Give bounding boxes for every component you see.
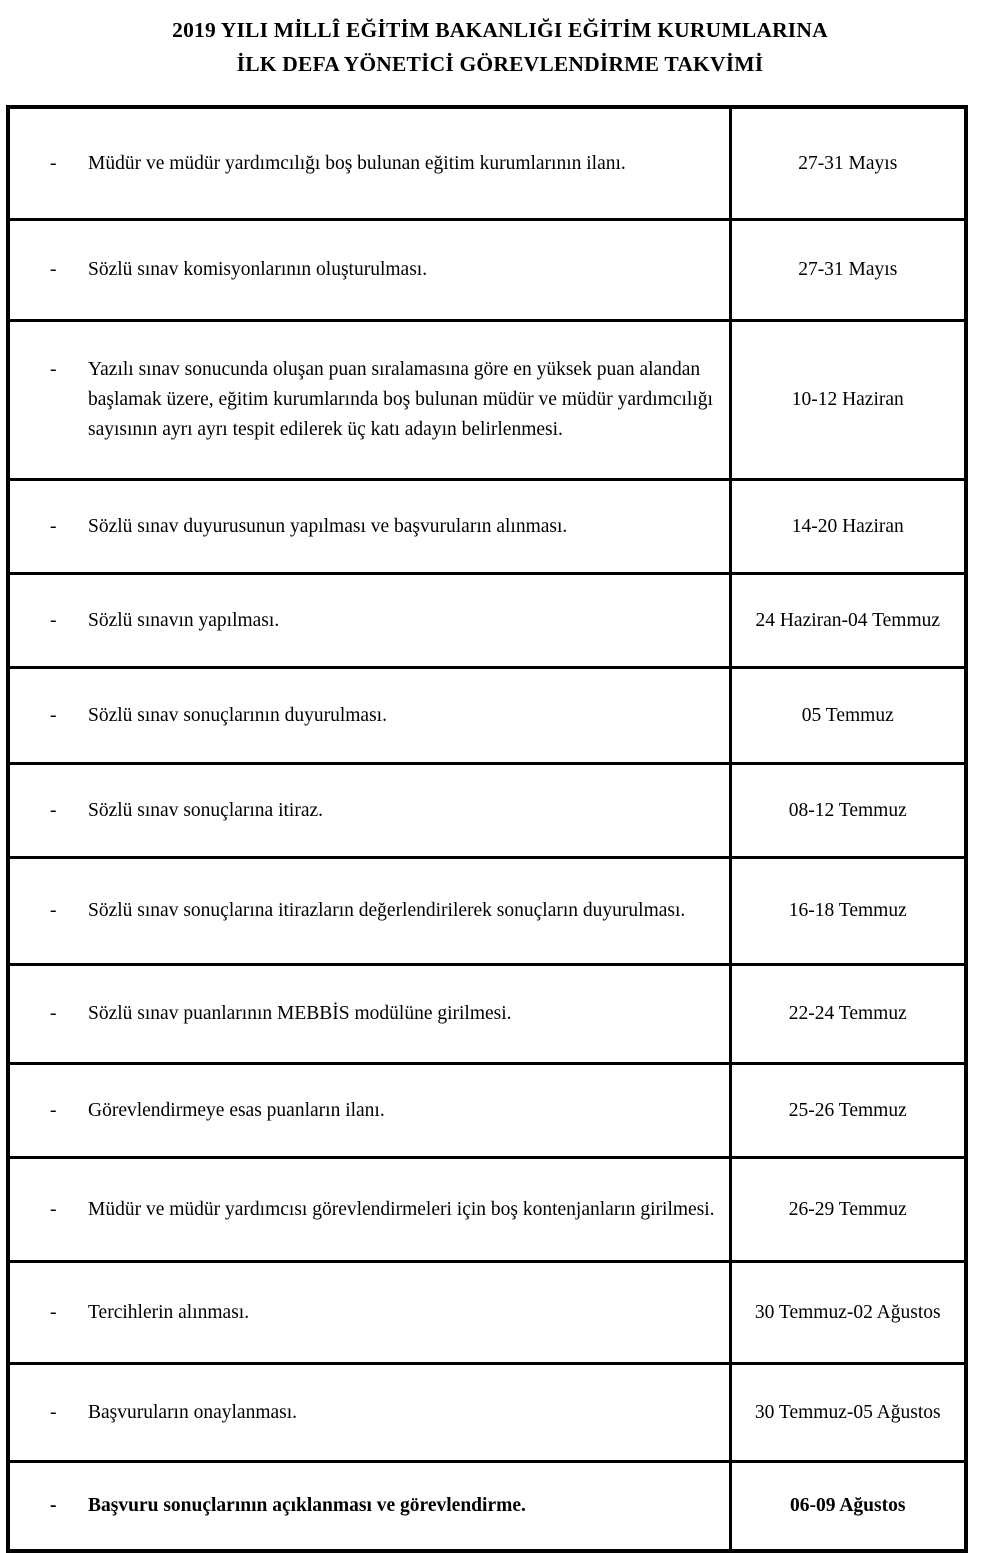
date-cell: 06-09 Ağustos bbox=[730, 1462, 966, 1552]
activity-cell bbox=[8, 1064, 730, 1158]
activity-cell bbox=[8, 965, 730, 1064]
date-cell: 30 Temmuz-05 Ağustos bbox=[730, 1364, 966, 1462]
bullet-dash: - bbox=[50, 1495, 57, 1516]
table-row bbox=[8, 764, 966, 858]
date-cell: 30 Temmuz-02 Ağustos bbox=[730, 1262, 966, 1364]
date-cell: 08-12 Temmuz bbox=[730, 764, 966, 858]
document-title-line1: 2019 YILI MİLLÎ EĞİTİM BAKANLIĞI EĞİTİM KURUMLARINA bbox=[172, 18, 828, 42]
date-cell: 25-26 Temmuz bbox=[730, 1064, 966, 1158]
table-row bbox=[8, 220, 966, 321]
activity-inner bbox=[50, 999, 721, 1029]
activity-text: Müdür ve müdür yardımcılığı boş bulunan eğitim kurumlarının ilanı. bbox=[88, 152, 626, 174]
activity-cell bbox=[8, 764, 730, 858]
activity-inner bbox=[50, 512, 721, 542]
table-row bbox=[8, 574, 966, 668]
activity-cell bbox=[8, 1364, 730, 1462]
table-row bbox=[8, 668, 966, 764]
bullet-dash: - bbox=[50, 1301, 57, 1323]
activity-cell bbox=[8, 220, 730, 321]
activity-cell bbox=[8, 574, 730, 668]
activity-text: Sözlü sınavın yapılması. bbox=[88, 609, 280, 631]
table-row bbox=[8, 1364, 966, 1462]
activity-cell bbox=[8, 107, 730, 220]
table-row bbox=[8, 1158, 966, 1262]
bullet-dash: - bbox=[50, 1099, 57, 1121]
activity-cell bbox=[8, 858, 730, 965]
date-cell: 14-20 Haziran bbox=[730, 480, 966, 574]
activity-inner bbox=[50, 1195, 721, 1225]
activity-cell bbox=[8, 321, 730, 480]
table-row bbox=[8, 321, 966, 480]
table-row bbox=[8, 858, 966, 965]
activity-inner bbox=[50, 606, 721, 636]
bullet-dash: - bbox=[50, 609, 57, 631]
document-title-line2: İLK DEFA YÖNETİCİ GÖREVLENDİRME TAKVİMİ bbox=[236, 52, 764, 76]
bullet-dash: - bbox=[50, 799, 57, 821]
activity-cell bbox=[8, 1462, 730, 1552]
activity-text: Sözlü sınav sonuçlarına itiraz. bbox=[88, 799, 324, 821]
bullet-dash: - bbox=[50, 1401, 57, 1423]
activity-cell bbox=[8, 1158, 730, 1262]
table-row bbox=[8, 480, 966, 574]
activity-inner bbox=[50, 149, 721, 179]
table-row bbox=[8, 965, 966, 1064]
date-cell: 10-12 Haziran bbox=[730, 321, 966, 480]
table-row bbox=[8, 1262, 966, 1364]
activity-inner bbox=[50, 1298, 721, 1328]
bullet-dash: - bbox=[50, 359, 57, 380]
activity-inner bbox=[50, 1491, 721, 1521]
activity-cell bbox=[8, 1262, 730, 1364]
activity-inner bbox=[50, 796, 721, 826]
activity-text: Sözlü sınav sonuçlarına itirazların değerlendirilerek sonuçların duyurulması. bbox=[88, 900, 686, 921]
activity-inner bbox=[50, 1398, 721, 1428]
activity-text: Tercihlerin alınması. bbox=[88, 1301, 250, 1323]
activity-inner bbox=[50, 701, 721, 731]
date-cell: 26-29 Temmuz bbox=[730, 1158, 966, 1262]
date-cell: 05 Temmuz bbox=[730, 668, 966, 764]
bullet-dash: - bbox=[50, 900, 57, 921]
document-title bbox=[0, 0, 1000, 81]
activity-text: Sözlü sınav puanlarının MEBBİS modülüne girilmesi. bbox=[88, 1003, 512, 1024]
date-cell: 24 Haziran-04 Temmuz bbox=[730, 574, 966, 668]
bullet-dash: - bbox=[50, 704, 57, 726]
activity-inner bbox=[50, 896, 721, 926]
schedule-table-body bbox=[8, 107, 966, 1551]
table-row bbox=[8, 1064, 966, 1158]
activity-text: Müdür ve müdür yardımcısı görevlendirmeleri için boş kontenjanların girilmesi. bbox=[88, 1198, 715, 1220]
bullet-dash: - bbox=[50, 259, 57, 280]
date-cell: 27-31 Mayıs bbox=[730, 220, 966, 321]
bullet-dash: - bbox=[50, 515, 57, 537]
date-cell: 16-18 Temmuz bbox=[730, 858, 966, 965]
activity-text: Sözlü sınav komisyonlarının oluşturulması. bbox=[88, 259, 428, 280]
date-cell: 22-24 Temmuz bbox=[730, 965, 966, 1064]
activity-inner bbox=[50, 1096, 721, 1126]
table-row bbox=[8, 1462, 966, 1552]
activity-cell bbox=[8, 480, 730, 574]
activity-text: Sözlü sınav duyurusunun yapılması ve başvuruların alınması. bbox=[88, 515, 568, 537]
bullet-dash: - bbox=[50, 1198, 57, 1220]
activity-text: Sözlü sınav sonuçlarının duyurulması. bbox=[88, 704, 387, 726]
bullet-dash: - bbox=[50, 1003, 57, 1024]
activity-cell bbox=[8, 668, 730, 764]
activity-inner bbox=[50, 355, 721, 445]
bullet-dash: - bbox=[50, 152, 57, 174]
activity-text: Görevlendirmeye esas puanların ilanı. bbox=[88, 1099, 385, 1121]
date-cell: 27-31 Mayıs bbox=[730, 107, 966, 220]
activity-text: Yazılı sınav sonucunda oluşan puan sıralamasına göre en yüksek puan alandan başlamak üzere, eğitim kurumlarında boş bulunan müdür ve müdür yardımcılığı sayısının ayrı ayrı tespit edilerek üç katı adayın belirlenmesi. bbox=[88, 359, 713, 440]
table-row bbox=[8, 107, 966, 220]
schedule-table bbox=[6, 105, 968, 1553]
activity-text: Başvuru sonuçlarının açıklanması ve görevlendirme. bbox=[88, 1495, 526, 1516]
activity-text: Başvuruların onaylanması. bbox=[88, 1401, 298, 1423]
activity-inner bbox=[50, 255, 721, 285]
